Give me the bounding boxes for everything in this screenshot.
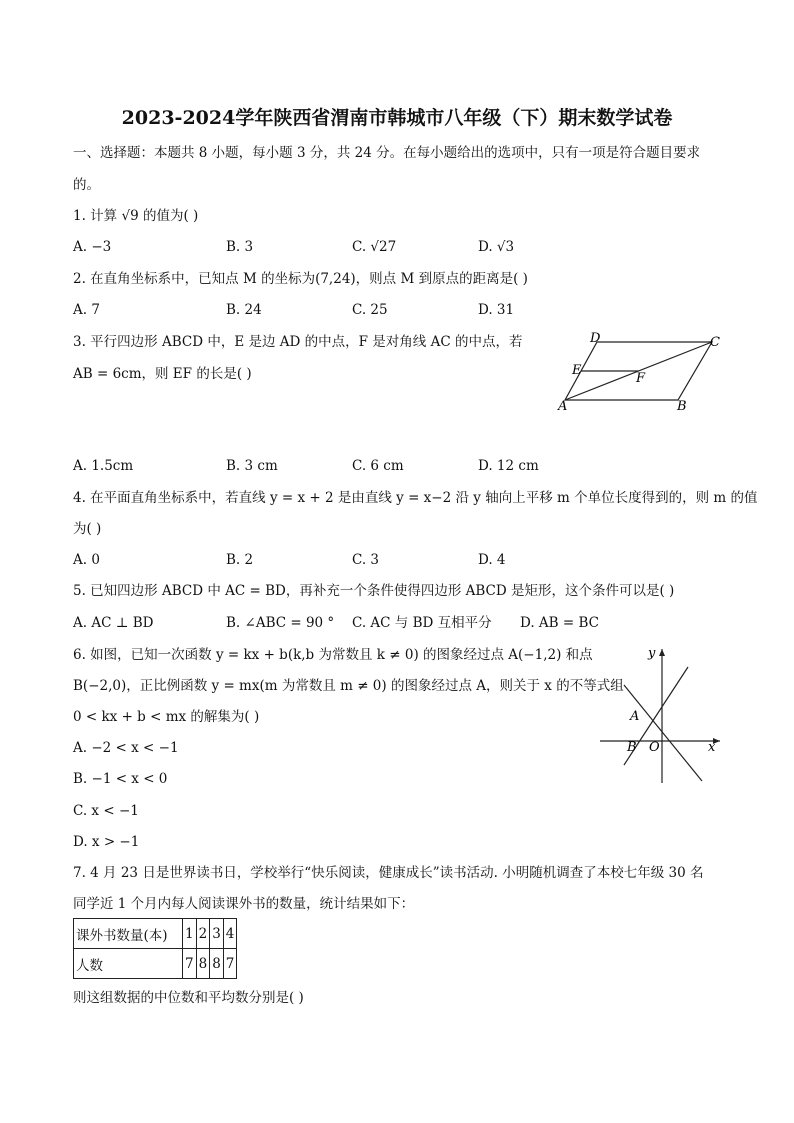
q4-option-c: C. 3 [352, 552, 380, 568]
q2-option-d: D. 31 [478, 302, 515, 318]
q1-option-b: B. 3 [226, 239, 254, 255]
q2-option-c: C. 25 [352, 302, 388, 318]
q4-option-a: A. 0 [73, 552, 100, 568]
label-e: E [572, 363, 582, 378]
q3-option-d: D. 12 cm [478, 458, 539, 474]
q2-option-a: A. 7 [73, 302, 100, 318]
label-c: C [710, 335, 720, 350]
table-cell: 2 [196, 919, 210, 949]
q1-stem: 1. 计算 √9 的值为( ) [73, 208, 199, 224]
q7-stem-line-2: 同学近 1 个月内每人阅读课外书的数量，统计结果如下： [73, 896, 415, 912]
table-cell: 7 [183, 949, 197, 979]
q3-option-b: B. 3 cm [226, 458, 278, 474]
label-b: B [627, 740, 637, 755]
label-y: y [648, 646, 656, 661]
table-row [74, 919, 237, 949]
y-axis-arrow [659, 649, 665, 656]
label-f: F [636, 371, 646, 386]
label-d: D [590, 331, 601, 346]
label-b: B [677, 399, 687, 414]
q4-option-b: B. 2 [226, 552, 254, 568]
page-title: 2023-2024学年陕西省渭南市韩城市八年级（下）期末数学试卷 [121, 107, 673, 129]
table-cell: 8 [210, 949, 224, 979]
q1-option-c: C. √27 [352, 239, 397, 255]
table-cell: 8 [196, 949, 210, 979]
table-row [74, 949, 237, 979]
q5-stem: 5. 已知四边形 ABCD 中 AC = BD，再补充一个条件使得四边形 ABCD 是矩形，这个条件可以是( ) [73, 583, 675, 599]
q4-stem-line-1: 4. 在平面直角坐标系中，若直线 y = x + 2 是由直线 y = x−2 沿 y 轴向上平移 m 个单位长度得到的，则 m 的值 [73, 490, 758, 506]
q6-option-a: A. −2 < x < −1 [73, 740, 179, 756]
section-heading-line-2: 的。 [73, 177, 100, 193]
q3-stem-line-1: 3. 平行四边形 ABCD 中，E 是边 AD 的中点，F 是对角线 AC 的中点，若 [73, 334, 523, 350]
q6-option-d: D. x > −1 [73, 834, 140, 850]
q4-stem-line-2: 为( ) [73, 521, 102, 537]
table-cell: 4 [223, 919, 237, 949]
q3-option-c: C. 6 cm [352, 458, 404, 474]
table-cell: 7 [223, 949, 237, 979]
q7-question: 则这组数据的中位数和平均数分别是( ) [73, 990, 304, 1006]
q6-stem-line-1: 6. 如图，已知一次函数 y = kx + b(k,b 为常数且 k ≠ 0) 的图象经过点 A(−1,2) 和点 [73, 647, 593, 663]
q1-option-d: D. √3 [478, 239, 515, 255]
q2-option-b: B. 24 [226, 302, 262, 318]
parallelogram-figure [550, 330, 730, 415]
q5-option-d: D. AB = BC [520, 615, 599, 631]
table-cell: 1 [183, 919, 197, 949]
section-heading-line-1: 一、选择题：本题共 8 小题，每小题 3 分，共 24 分。在每小题给出的选项中，只有一项是符合题目要求 [73, 145, 701, 161]
coordinate-graph-figure [598, 645, 726, 785]
q5-option-b: B. ∠ABC = 90 ° [226, 615, 335, 631]
q6-option-c: C. x < −1 [73, 803, 139, 819]
label-a: A [630, 709, 640, 724]
q5-option-c: C. AC 与 BD 互相平分 [352, 615, 492, 631]
label-x: x [708, 740, 716, 755]
q2-stem: 2. 在直角坐标系中，已知点 M 的坐标为(7,24)，则点 M 到原点的距离是( ) [73, 271, 528, 287]
row-header-people: 人数 [74, 949, 183, 979]
q5-option-a: A. AC ⊥ BD [73, 615, 154, 631]
q6-stem-line-2: B(−2,0)，正比例函数 y = mx(m 为常数且 m ≠ 0) 的图象经过点 A，则关于 x 的不等式组 [73, 678, 624, 694]
q3-option-a: A. 1.5cm [73, 458, 134, 474]
q3-stem-line-2: AB = 6cm，则 EF 的长是( ) [73, 366, 252, 382]
table-cell: 3 [210, 919, 224, 949]
q6-stem-line-3: 0 < kx + b < mx 的解集为( ) [73, 709, 260, 725]
label-a: A [558, 399, 568, 414]
q6-option-b: B. −1 < x < 0 [73, 771, 168, 787]
q1-option-a: A. −3 [73, 239, 112, 255]
reading-stats-table [73, 918, 237, 979]
row-header-book-count: 课外书数量(本) [74, 919, 183, 949]
q4-option-d: D. 4 [478, 552, 506, 568]
line-y-mx [624, 685, 702, 781]
label-o: O [649, 740, 660, 755]
q7-stem-line-1: 7. 4 月 23 日是世界读书日，学校举行“快乐阅读，健康成长”读书活动. 小明随机调查了本校七年级 30 名 [73, 865, 704, 881]
